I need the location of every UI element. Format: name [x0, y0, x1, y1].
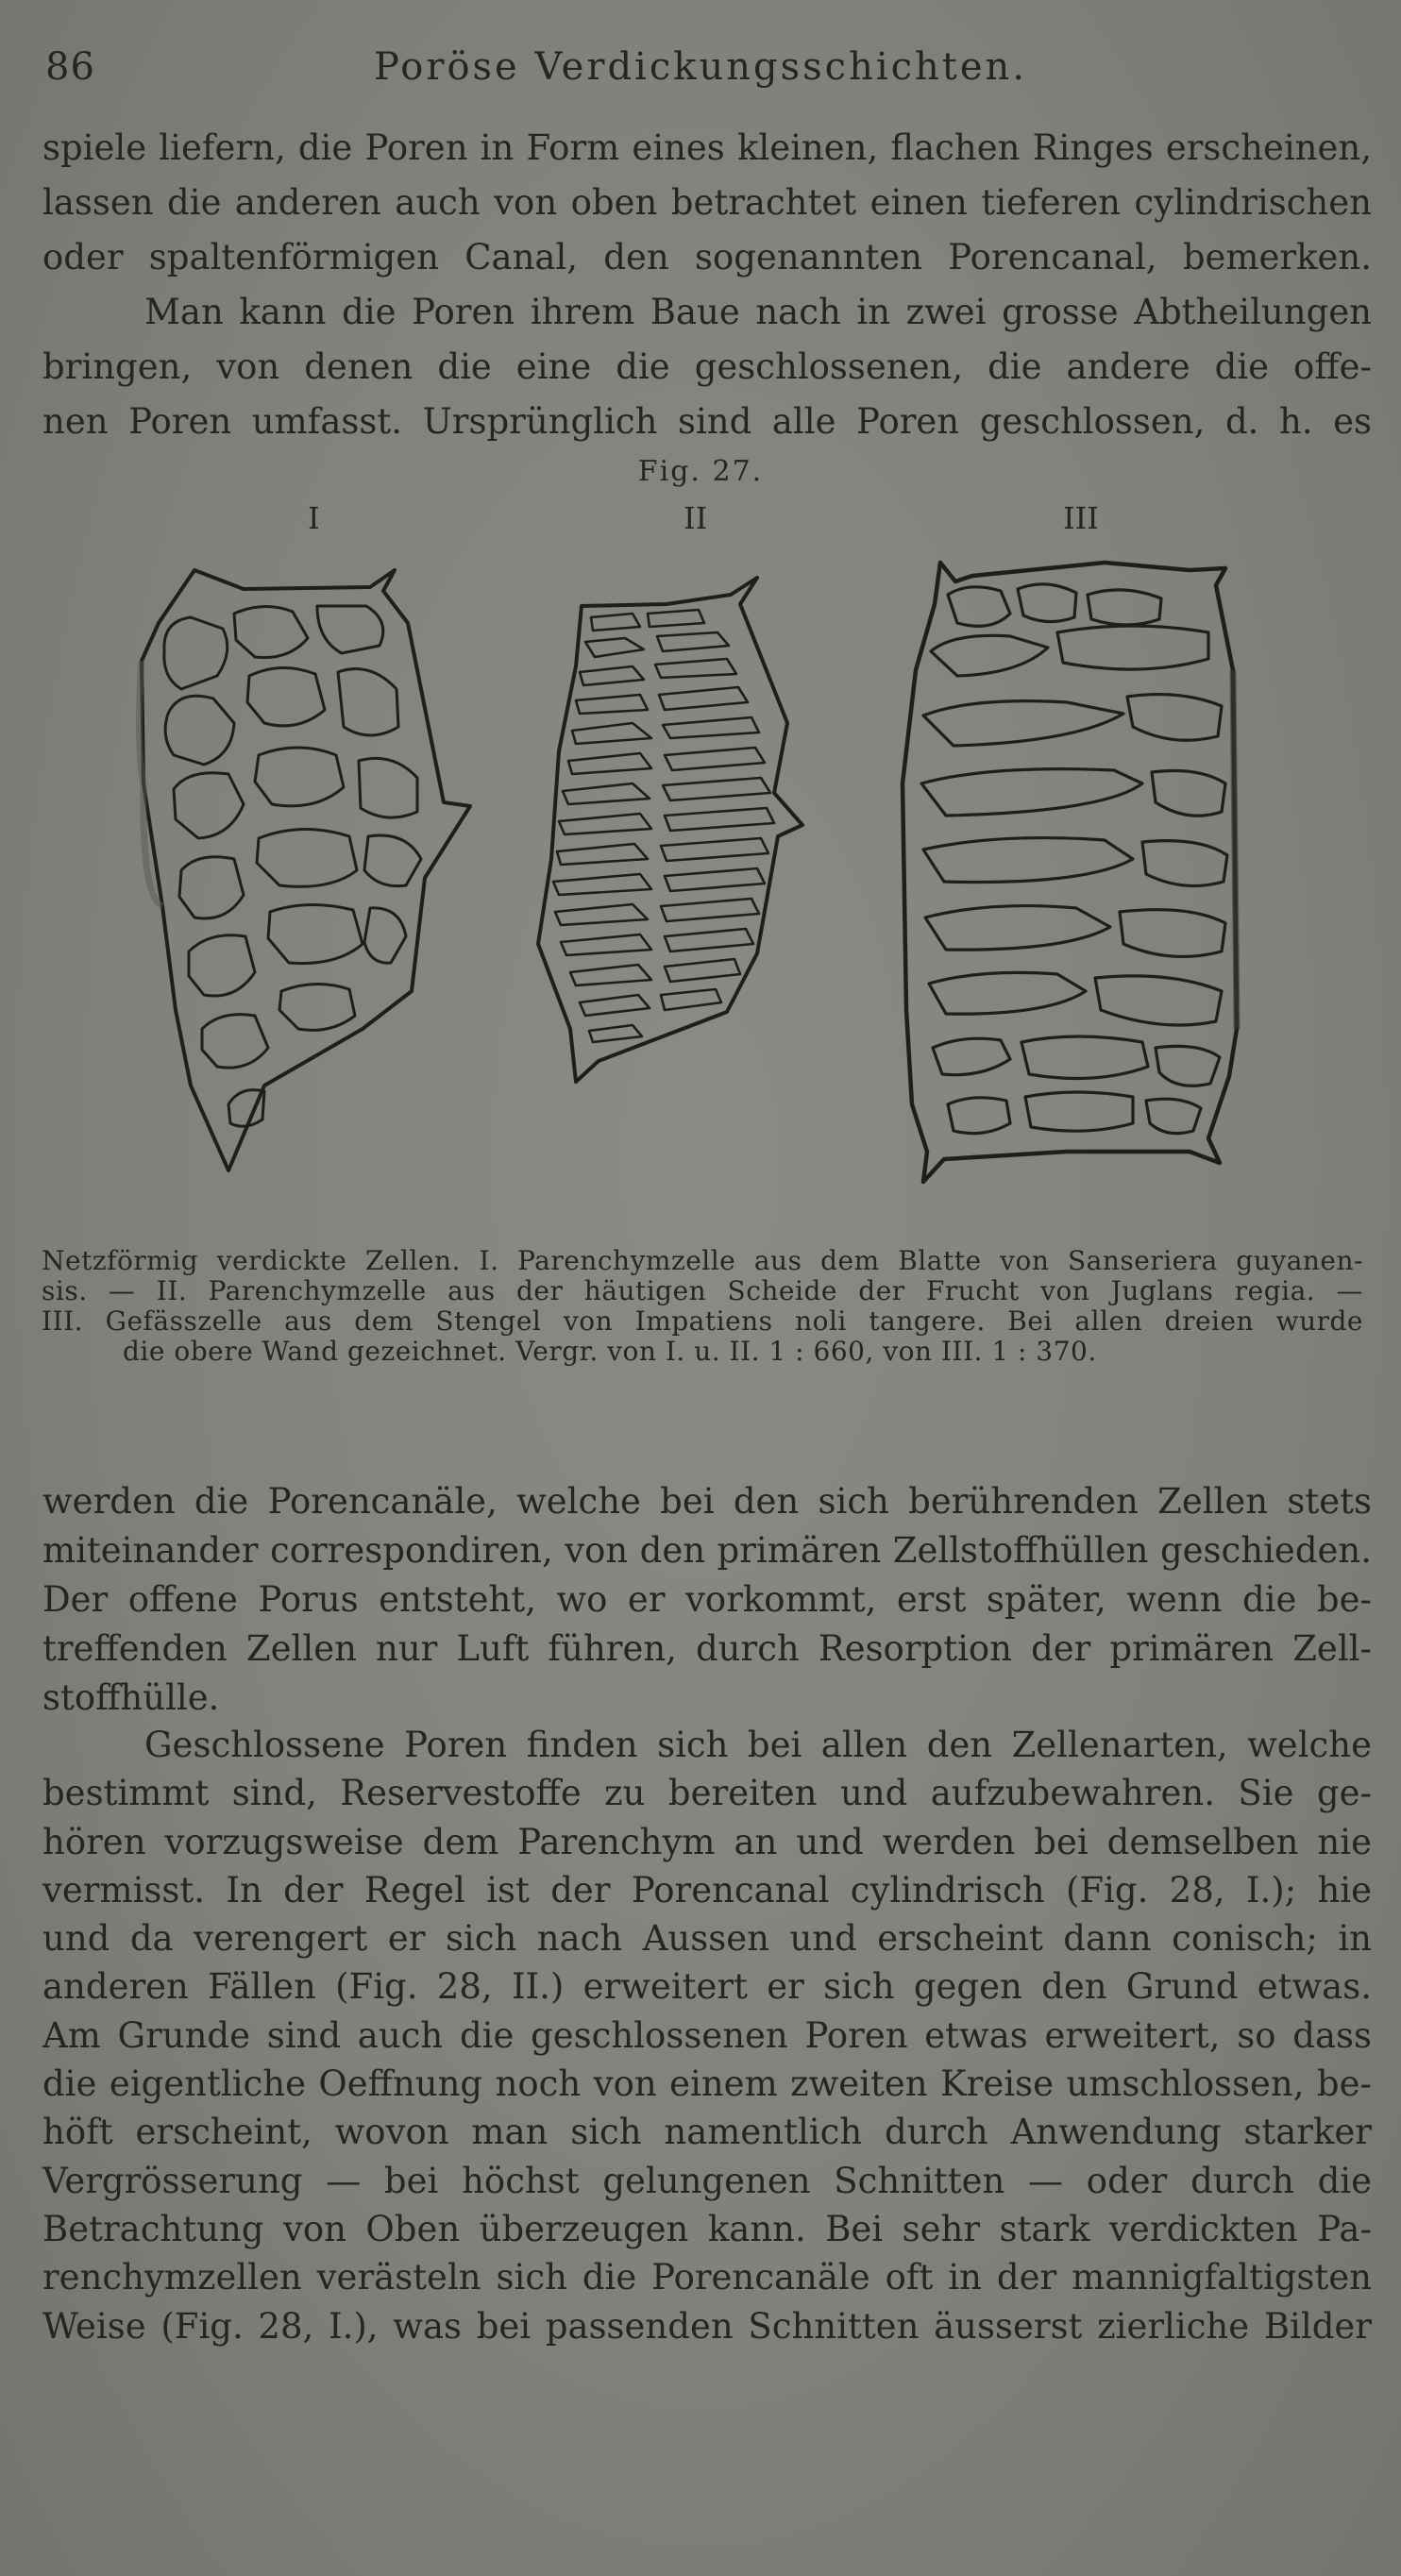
text-line: anderen Fällen (Fig. 28, II.) erweitert er sich gegen den Grund etwas.: [42, 1966, 1372, 2008]
text-line: Geschlossene Poren finden sich bei allen den Zellenarten, welche: [144, 1725, 1372, 1765]
paragraph-intro: [42, 121, 1372, 449]
caption-line: die obere Wand gezeichnet. Vergr. von I. u. II. 1 : 660, von III. 1 : 370.: [123, 1336, 1097, 1367]
text-line: treffenden Zellen nur Luft führen, durch Resorption der primären Zell-: [42, 1628, 1372, 1669]
text-line: bestimmt sind, Reservestoffe zu bereiten und aufzubewahren. Sie ge-: [42, 1773, 1372, 1814]
text-line: miteinander correspondiren, von den primären Zellstoffhüllen geschieden.: [42, 1530, 1372, 1571]
text-line: Man kann die Poren ihrem Baue nach in zwei grosse Abtheilungen: [144, 292, 1372, 332]
cell-iii-drawing: [903, 563, 1237, 1182]
figure-label-iii: III: [1063, 500, 1099, 536]
text-line: oder spaltenförmigen Canal, den sogenannten Porencanal, bemerken.: [42, 237, 1372, 278]
figure-label-i: I: [308, 500, 320, 536]
running-title: Poröse Verdickungsschichten.: [373, 45, 1028, 89]
text-line: die eigentliche Oeffnung noch von einem zweiten Kreise umschlossen, be-: [42, 2063, 1372, 2105]
figure-caption: [42, 1246, 1363, 1367]
text-line: stoffhülle.: [42, 1677, 220, 1718]
figure-title: Fig. 27.: [637, 455, 764, 488]
caption-line: sis. — II. Parenchymzelle aus der häutigen Scheide der Frucht von Juglans regia. —: [42, 1275, 1363, 1306]
text-line: werden die Porencanäle, welche bei den sich berührenden Zellen stets: [42, 1481, 1372, 1522]
caption-line: Netzförmig verdickte Zellen. I. Parenchymzelle aus dem Blatte von Sanseriera guyanen-: [42, 1245, 1363, 1276]
text-line: vermisst. In der Regel ist der Porencanal cylindrisch (Fig. 28, I.); hie: [42, 1869, 1372, 1911]
paragraph-continuation: [42, 1477, 1372, 1723]
text-line: Der offene Porus entsteht, wo er vorkommt, erst später, wenn die be-: [42, 1579, 1372, 1620]
text-line: Vergrösserung — bei höchst gelungenen Schnitten — oder durch die: [42, 2160, 1372, 2201]
page-header: [0, 45, 1401, 102]
page-number: 86: [45, 45, 95, 89]
cell-i-drawing: [139, 570, 470, 1170]
text-line: hören vorzugsweise dem Parenchym an und werden bei demselben nie: [42, 1821, 1372, 1862]
text-line: spiele liefern, die Poren in Form eines kleinen, flachen Ringes erscheinen,: [42, 127, 1372, 168]
text-line: höft erscheint, wovon man sich namentlich durch Anwendung starker: [42, 2112, 1372, 2153]
figure-cell-illustrations: [123, 500, 1293, 1218]
cell-drawings: [123, 500, 1293, 1218]
text-line: Weise (Fig. 28, I.), was bei passenden Schnitten äusserst zierliche Bilder: [42, 2305, 1372, 2347]
text-line: Betrachtung von Oben überzeugen kann. Bei sehr stark verdickten Pa-: [42, 2208, 1372, 2249]
caption-line: III. Gefässzelle aus dem Stengel von Impatiens noli tangere. Bei allen dreien wurde: [42, 1305, 1363, 1337]
figure-label-ii: II: [684, 500, 708, 536]
text-line: Am Grunde sind auch die geschlossenen Poren etwas erweitert, so dass: [42, 2014, 1372, 2056]
text-line: renchymzellen verästeln sich die Porencanäle oft in der mannigfaltigsten: [42, 2257, 1372, 2298]
text-line: nen Poren umfasst. Ursprünglich sind alle Poren geschlossen, d. h. es: [42, 401, 1372, 442]
text-line: lassen die anderen auch von oben betrachtet einen tieferen cylindrischen: [42, 182, 1372, 223]
paragraph-closed-pores: [42, 1721, 1372, 2350]
cell-ii-drawing: [538, 578, 802, 1082]
text-line: bringen, von denen die eine die geschlossenen, die andere die offe-: [42, 346, 1372, 387]
text-line: und da verengert er sich nach Aussen und erscheint dann conisch; in: [42, 1918, 1372, 1960]
